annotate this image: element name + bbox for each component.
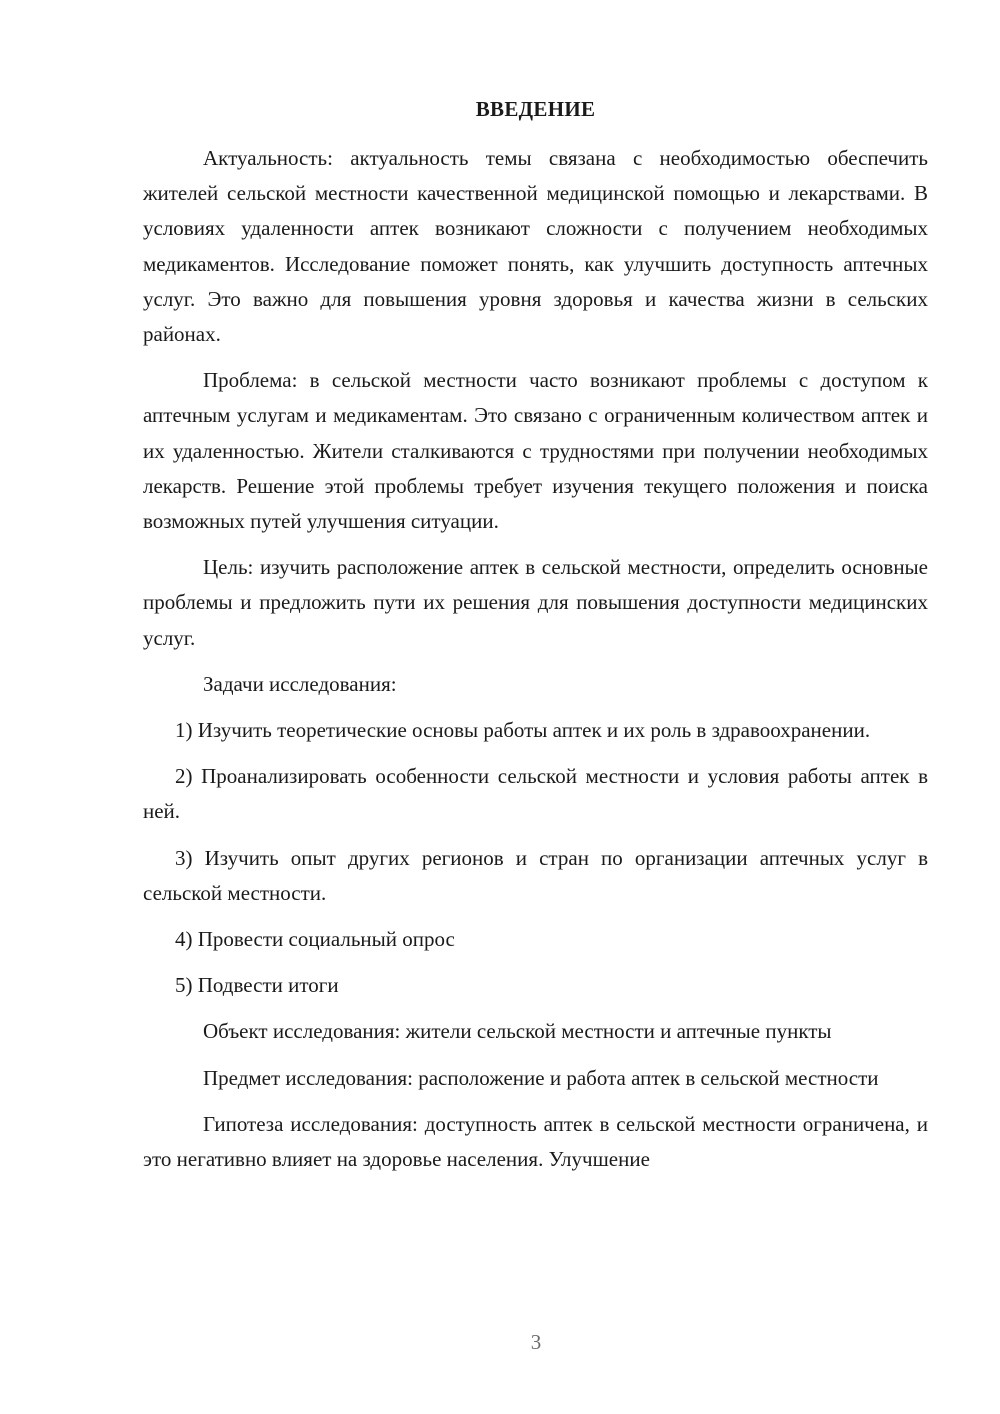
paragraph-goal: Цель: изучить расположение аптек в сельской местности, определить основные проблемы и предложить пути их решения для повышения доступности медицинских услуг.: [143, 555, 928, 650]
task-item-4: 4) Провести социальный опрос: [175, 927, 455, 952]
paragraph-object: Объект исследования: жители сельской местности и аптечные пункты: [203, 1019, 832, 1044]
tasks-heading: Задачи исследования:: [203, 671, 397, 696]
task-item-2: 2) Проанализировать особенности сельской местности и условия работы аптек в ней.: [143, 764, 928, 824]
paragraph-relevance: Актуальность: актуальность темы связана с необходимостью обеспечить жителей сельской местности качественной медицинской помощью и лекарствами. В условиях удаленности аптек возникают сложности с получением необходимых медикаментов. Исследование поможет понять, как улучшить доступность аптечных услуг. Это важно для повышения уровня здоровья и качества жизни в сельских районах.: [143, 146, 928, 347]
task-item-5: 5) Подвести итоги: [175, 973, 339, 998]
paragraph-problem: Проблема: в сельской местности часто возникают проблемы с доступом к аптечным услугам и медикаментам. Это связано с ограниченным количеством аптек и их удаленностью. Жители сталкиваются с трудностями при получении необходимых лекарств. Решение этой проблемы требует изучения текущего положения и поиска возможных путей улучшения ситуации.: [143, 368, 928, 534]
page-number: 3: [530, 1330, 542, 1354]
task-item-1: 1) Изучить теоретические основы работы аптек и их роль в здравоохранении.: [175, 718, 871, 743]
task-item-3: 3) Изучить опыт других регионов и стран по организации аптечных услуг в сельской местности.: [143, 845, 928, 905]
paragraph-subject: Предмет исследования: расположение и работа аптек в сельской местности: [203, 1065, 879, 1090]
document-page: [143, 92, 928, 1177]
paragraph-hypothesis: Гипотеза исследования: доступность аптек в сельской местности ограничена, и это негативно влияет на здоровье населения. Улучшение: [143, 1111, 928, 1172]
section-title: ВВЕДЕНИЕ: [475, 97, 596, 121]
